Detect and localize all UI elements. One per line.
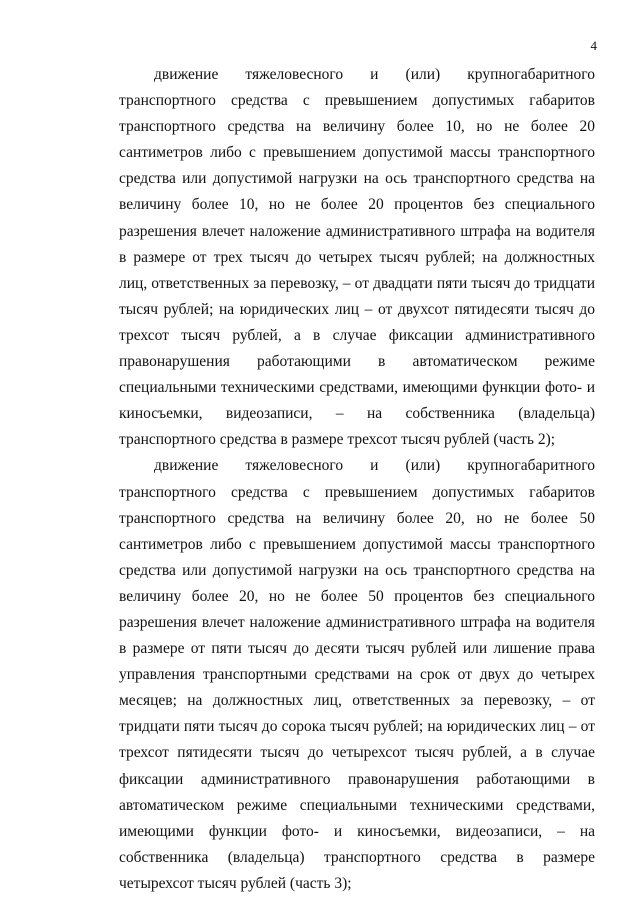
page-number: 4 — [590, 38, 597, 53]
paragraph-part-2: движение тяжеловесного и (или) крупногабаритного транспортного средства с превышением допустимых габаритов транспортного средства на величину более 10, но не более 20 сантиметров либо с превышением допустимой массы транспортного средства или допустимой нагрузки на ось транспортного средства на величину более 10, но не более 20 процентов без специального разрешения влечет наложение административного штрафа на водителя в размере от трех тысяч до четырех тысяч рублей; на должностных лиц, ответственных за перевозку, – от двадцати пяти тысяч до тридцати тысяч рублей; на юридических лиц – от двухсот пятидесяти тысяч до трехсот тысяч рублей, а в случае фиксации административного правонарушения работающими в автоматическом режиме специальными техническими средствами, имеющими функции фото- и киносъемки, видеозаписи, – на собственника (владельца) транспортного средства в размере трехсот тысяч рублей (часть 2); — [119, 66, 595, 449]
paragraph-part-3: движение тяжеловесного и (или) крупногабаритного транспортного средства с превышением допустимых габаритов транспортного средства на величину более 20, но не более 50 сантиметров либо с превышением допустимой массы транспортного средства или допустимой нагрузки на ось транспортного средства на величину более 20, но не более 50 процентов без специального разрешения влечет наложение административного штрафа на водителя в размере от пяти тысяч до десяти тысяч рублей или лишение права управления транспортными средствами на срок от двух до четырех месяцев; на должностных лиц, ответственных за перевозку, – от тридцати пяти тысяч до сорока тысяч рублей; на юридических лиц – от трехсот пятидесяти тысяч до четырехсот тысяч рублей, а в случае фиксации административного правонарушения работающими в автоматическом режиме специальными техническими средствами, имеющими функции фото- и киносъемки, видеозаписи, – на собственника (владельца) транспортного средства в размере четырехсот тысяч рублей (часть 3); — [119, 457, 595, 892]
document-body — [119, 62, 595, 897]
